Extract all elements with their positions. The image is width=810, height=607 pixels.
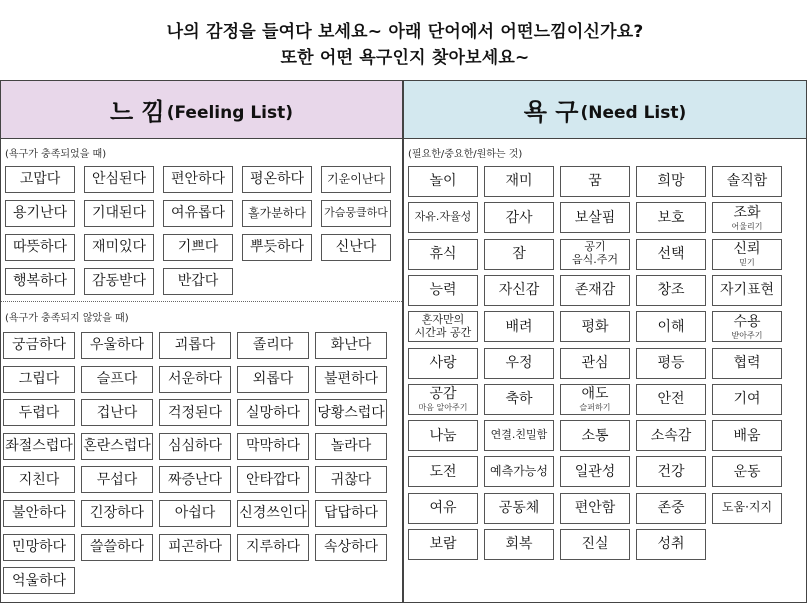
need-card (408, 202, 478, 233)
feeling-met-card-label: 따뜻하다 (12, 239, 68, 256)
feeling-met-card (242, 166, 312, 193)
need-card (560, 384, 630, 415)
page-title-line-2: 또한 어떤 욕구인지 찾아보세요~ (280, 48, 530, 68)
feeling-unmet-card (3, 366, 75, 393)
need-card-label: 운동 (733, 463, 761, 480)
feeling-unmet-card-label: 그립다 (18, 371, 60, 388)
need-card-label: 이해 (657, 318, 685, 335)
need-card (712, 202, 782, 233)
feeling-unmet-card-label: 겁난다 (96, 404, 138, 421)
feeling-unmet-card (81, 366, 153, 393)
need-card (408, 275, 478, 306)
feeling-met-card (84, 268, 154, 295)
need-card-label: 창조 (657, 282, 685, 299)
feeling-unmet-card-label: 민망하다 (11, 539, 67, 556)
feeling-unmet-card-label: 서운하다 (167, 371, 223, 388)
need-card (484, 529, 554, 560)
feeling-unmet-card-label: 안타깝다 (245, 471, 301, 488)
feeling-met-card-label: 뿌듯하다 (249, 239, 305, 256)
feeling-unmet-card-label: 졸리다 (252, 337, 294, 354)
need-card-label: 재미 (505, 173, 533, 190)
need-card (560, 202, 630, 233)
feeling-header (1, 81, 402, 139)
need-card (408, 166, 478, 197)
feeling-met-label: (욕구가 충족되었을 때) (5, 149, 107, 160)
feeling-unmet-card-label: 걱정된다 (167, 404, 223, 421)
feeling-unmet-card (315, 534, 387, 561)
need-card (560, 420, 630, 451)
feeling-met-card-label: 기쁘다 (177, 239, 219, 256)
need-card (408, 311, 478, 342)
feeling-unmet-card (237, 466, 309, 493)
need-card-label: 연결.친밀함 (490, 428, 548, 442)
feeling-met-card (321, 234, 391, 261)
feeling-unmet-card-label: 괴롭다 (174, 337, 216, 354)
need-header (404, 81, 806, 139)
feeling-unmet-card-label: 외롭다 (252, 371, 294, 388)
need-subtitle: (Need List) (580, 102, 687, 123)
feeling-unmet-card-label: 심심하다 (167, 438, 223, 455)
feeling-unmet-card-label: 화난다 (330, 337, 372, 354)
feeling-unmet-card (159, 332, 231, 359)
need-card-label: 잠 (512, 246, 526, 263)
need-card-label: 보호 (657, 209, 685, 226)
need-card (712, 239, 782, 270)
feeling-unmet-card (3, 534, 75, 561)
page-title-line-1: 나의 감정을 들여다 보세요~ 아래 단어에서 어떤느낌이신가요? (166, 22, 644, 42)
feeling-met-card (84, 200, 154, 227)
feeling-unmet-card-label: 무섭다 (96, 471, 138, 488)
need-card-label: 도전 (429, 463, 457, 480)
need-card (712, 348, 782, 379)
feeling-met-card (163, 268, 233, 295)
feeling-unmet-card-label: 궁금하다 (11, 337, 67, 354)
need-card (712, 311, 782, 342)
feeling-met-card (163, 200, 233, 227)
need-card-label: 감사 (505, 209, 533, 226)
need-card-label: 기여 (733, 391, 761, 408)
need-card-label-line-2: 시간과 공간 (414, 325, 472, 339)
need-card (560, 311, 630, 342)
need-card-sublabel: 믿기 (739, 258, 755, 268)
need-card (484, 166, 554, 197)
feeling-met-card (321, 166, 391, 193)
feeling-met-card-label: 기운이난다 (327, 171, 385, 186)
feeling-unmet-card-label: 막막하다 (245, 438, 301, 455)
need-card (636, 529, 706, 560)
need-card-label: 평등 (657, 354, 685, 371)
need-card-label: 소속감 (650, 427, 692, 444)
need-card (560, 275, 630, 306)
need-card (484, 348, 554, 379)
need-card (636, 311, 706, 342)
need-label: (필요한/중요한/원하는 것) (408, 149, 523, 160)
need-title: 욕 구 (523, 98, 579, 126)
need-card (408, 529, 478, 560)
feeling-unmet-card (81, 534, 153, 561)
need-card-label: 배움 (733, 427, 761, 444)
feeling-unmet-card-label: 지친다 (18, 471, 60, 488)
need-card-label: 애도 (581, 386, 609, 403)
need-card-label-line-2: 음식.주거 (571, 253, 618, 267)
feeling-unmet-card (237, 500, 309, 527)
need-card-label: 조화 (733, 204, 761, 221)
feeling-unmet-card (237, 399, 309, 426)
feeling-met-card (163, 234, 233, 261)
need-card-label: 예측가능성 (490, 463, 548, 478)
need-card (712, 456, 782, 487)
need-card (484, 420, 554, 451)
feeling-unmet-card-label: 귀찮다 (330, 471, 372, 488)
need-card (712, 384, 782, 415)
feeling-subtitle: (Feeling List) (166, 102, 293, 123)
feeling-unmet-card (159, 466, 231, 493)
need-card (560, 529, 630, 560)
feeling-unmet-card-label: 불편하다 (323, 371, 379, 388)
need-card-label: 보살핌 (574, 209, 616, 226)
feeling-met-card (84, 166, 154, 193)
feeling-met-card-label: 평온하다 (249, 171, 305, 188)
need-card (484, 202, 554, 233)
need-card (484, 493, 554, 524)
feeling-unmet-card (159, 399, 231, 426)
feeling-unmet-card (3, 399, 75, 426)
need-card (712, 275, 782, 306)
feeling-unmet-card (3, 500, 75, 527)
feeling-met-card-label: 감동받다 (91, 273, 147, 290)
feeling-unmet-card-label: 두렵다 (18, 404, 60, 421)
feeling-unmet-card (81, 500, 153, 527)
feeling-unmet-card (237, 534, 309, 561)
feeling-met-card (242, 200, 312, 227)
feeling-unmet-card-label: 불안하다 (11, 505, 67, 522)
need-card (560, 493, 630, 524)
need-card-label: 자신감 (498, 282, 540, 299)
need-card (636, 166, 706, 197)
need-card-label: 희망 (657, 173, 685, 190)
feeling-met-card-label: 신난다 (335, 239, 377, 256)
need-card-label: 회복 (505, 536, 533, 553)
need-card (484, 275, 554, 306)
feeling-unmet-card (315, 399, 387, 426)
feeling-unmet-card (3, 466, 75, 493)
need-card (484, 456, 554, 487)
need-card (712, 420, 782, 451)
feeling-unmet-card (81, 466, 153, 493)
feeling-unmet-card (159, 433, 231, 460)
need-card (712, 493, 782, 524)
need-card-label: 선택 (657, 246, 685, 263)
need-card (636, 239, 706, 270)
need-card-label: 일관성 (574, 463, 616, 480)
feeling-unmet-card-label: 신경쓰인다 (239, 505, 307, 522)
need-card-sublabel: 받아주기 (731, 330, 763, 340)
feeling-unmet-card-label: 속상하다 (323, 539, 379, 556)
feeling-divider (1, 301, 402, 302)
need-card-label: 성취 (657, 536, 685, 553)
need-card-label: 혼자만의 (421, 313, 465, 327)
need-card (408, 493, 478, 524)
need-card-label: 여유 (429, 500, 457, 517)
need-card-label: 건강 (657, 463, 685, 480)
need-card-label: 공감 (429, 386, 457, 403)
feeling-unmet-card (3, 433, 75, 460)
feeling-unmet-card (315, 433, 387, 460)
feeling-met-card (5, 268, 75, 295)
feeling-unmet-card-label: 억울하다 (11, 572, 67, 589)
need-card-label: 평화 (581, 318, 609, 335)
need-card-sublabel: 어울리기 (731, 221, 763, 231)
need-card-label: 사랑 (429, 354, 457, 371)
need-card (408, 348, 478, 379)
need-card-label: 공동체 (498, 500, 540, 517)
feeling-unmet-card-label: 피곤하다 (167, 539, 223, 556)
feeling-met-card (84, 234, 154, 261)
feeling-met-card (5, 166, 75, 193)
feeling-title: 느 낌 (109, 98, 165, 126)
feeling-unmet-card (3, 567, 75, 594)
need-card-label: 존중 (657, 500, 685, 517)
need-card (408, 456, 478, 487)
need-card (484, 239, 554, 270)
need-card-label: 관심 (581, 354, 609, 371)
need-card (636, 384, 706, 415)
need-card (484, 311, 554, 342)
feeling-unmet-card (81, 399, 153, 426)
need-card (560, 348, 630, 379)
need-card (636, 275, 706, 306)
feeling-met-card-label: 기대된다 (91, 205, 147, 222)
feeling-met-card (163, 166, 233, 193)
feeling-met-card (242, 234, 312, 261)
need-card-label: 존재감 (574, 282, 616, 299)
feeling-unmet-card-label: 우울하다 (89, 337, 145, 354)
feeling-unmet-card-label: 짜증난다 (167, 471, 223, 488)
need-card (636, 202, 706, 233)
need-card (560, 456, 630, 487)
need-card (560, 166, 630, 197)
feeling-unmet-card (159, 366, 231, 393)
need-card-label: 신뢰 (733, 240, 761, 257)
need-card (636, 348, 706, 379)
need-card-label: 솔직함 (726, 173, 768, 190)
need-card (712, 166, 782, 197)
need-card-label: 놀이 (429, 173, 457, 190)
need-card-label: 진실 (581, 536, 609, 553)
need-card (484, 384, 554, 415)
feeling-unmet-card (237, 332, 309, 359)
feeling-met-card-label: 반갑다 (177, 273, 219, 290)
feeling-met-card-label: 안심된다 (91, 171, 147, 188)
need-panel (403, 80, 807, 603)
feeling-unmet-card-label: 쓸쓸하다 (89, 539, 145, 556)
feeling-met-card-label: 홀가분하다 (248, 205, 306, 220)
need-card (408, 239, 478, 270)
need-card-label: 수용 (733, 313, 761, 330)
need-card-label: 안전 (657, 391, 685, 408)
need-card-label: 협력 (733, 354, 761, 371)
feeling-unmet-card-label: 실망하다 (245, 404, 301, 421)
need-card-label: 배려 (505, 318, 533, 335)
feeling-unmet-card-label: 답답하다 (323, 505, 379, 522)
feeling-met-card (5, 200, 75, 227)
need-card-sublabel: 마음 알아주기 (418, 403, 468, 413)
feeling-unmet-card (159, 534, 231, 561)
feeling-unmet-card (159, 500, 231, 527)
need-card (636, 456, 706, 487)
feeling-unmet-card-label: 지루하다 (245, 539, 301, 556)
feeling-unmet-label: (욕구가 충족되지 않았을 때) (5, 313, 129, 324)
feeling-met-card-label: 용기난다 (12, 205, 68, 222)
feeling-met-card-label: 편안하다 (170, 171, 226, 188)
feeling-unmet-card-label: 긴장하다 (89, 505, 145, 522)
need-card (408, 420, 478, 451)
need-card-label: 자유.자율성 (414, 210, 472, 224)
need-card-label: 공기 (584, 240, 606, 254)
feeling-unmet-card-label: 아쉽다 (174, 505, 216, 522)
feeling-met-card (5, 234, 75, 261)
feeling-met-card (321, 200, 391, 227)
need-card (636, 493, 706, 524)
feeling-panel (0, 80, 403, 603)
feeling-met-card-label: 가슴뭉클하다 (324, 206, 388, 220)
need-card (408, 384, 478, 415)
need-card-label: 편안함 (574, 500, 616, 517)
feeling-met-card-label: 고맙다 (19, 171, 61, 188)
feeling-unmet-card-label: 놀라다 (330, 438, 372, 455)
need-card-label: 축하 (505, 391, 533, 408)
feeling-unmet-card (315, 366, 387, 393)
feeling-unmet-card-label: 슬프다 (96, 371, 138, 388)
feeling-unmet-card (237, 433, 309, 460)
need-card (636, 420, 706, 451)
need-card-label: 우정 (505, 354, 533, 371)
need-card-label: 보람 (429, 536, 457, 553)
need-card-label: 휴식 (429, 246, 457, 263)
need-card-label: 꿈 (588, 173, 602, 190)
feeling-unmet-card (315, 500, 387, 527)
need-card-sublabel: 슬퍼하기 (579, 403, 611, 413)
feeling-unmet-card (3, 332, 75, 359)
need-card-label: 소통 (581, 427, 609, 444)
feeling-unmet-card (81, 433, 153, 460)
feeling-met-card-label: 여유롭다 (170, 205, 226, 222)
feeling-unmet-card (315, 332, 387, 359)
need-card (560, 239, 630, 270)
feeling-unmet-card (315, 466, 387, 493)
feeling-unmet-card-label: 당황스럽다 (317, 404, 385, 421)
feeling-unmet-card-label: 혼란스럽다 (83, 438, 151, 455)
need-card-label: 나눔 (429, 427, 457, 444)
feeling-met-card-label: 행복하다 (12, 273, 68, 290)
feeling-unmet-card-label: 좌절스럽다 (5, 438, 73, 455)
feeling-met-card-label: 재미있다 (91, 239, 147, 256)
feeling-unmet-card (237, 366, 309, 393)
feeling-unmet-card (81, 332, 153, 359)
need-card-label: 능력 (429, 282, 457, 299)
need-card-label: 자기표현 (719, 282, 775, 299)
need-card-label: 도움·지지 (721, 500, 773, 515)
